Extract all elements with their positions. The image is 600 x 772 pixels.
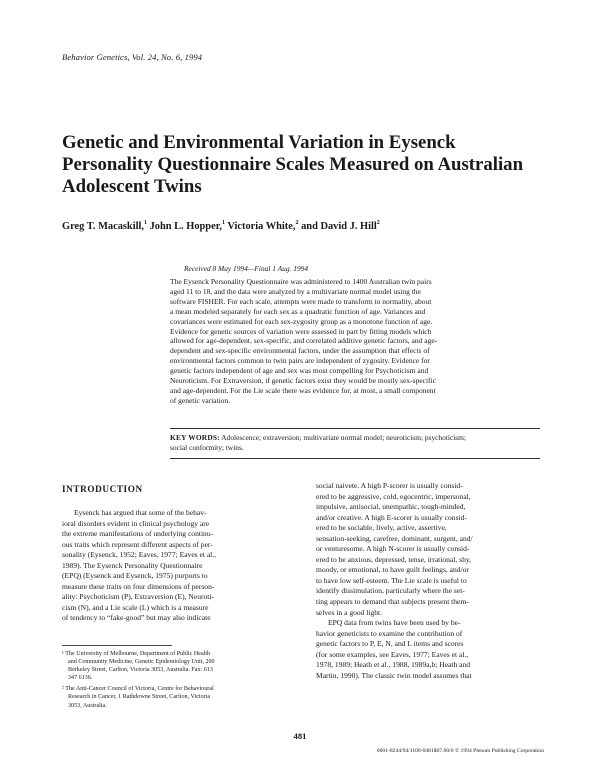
keywords-top-rule (170, 428, 540, 429)
body-line: genetic factors to P, E, N, and L items and scores (316, 639, 464, 649)
author-affiliation-mark: 2 (376, 220, 380, 226)
abstract-line: dependent and sex-specific environmental factors, under the assumption that effects of (170, 346, 430, 356)
keywords-text: Adolescence; extraversion; multivariate normal model; neuroticism; psychoticism; (221, 433, 466, 442)
author-list (62, 221, 542, 232)
author-affiliation-mark: 1 (221, 220, 225, 226)
title-line: Genetic and Environmental Variation in Eysenck (62, 132, 456, 153)
footnote-line: ¹ The University of Melbourne, Department of Public Health (62, 651, 211, 657)
body-line: impulsive, antisocial, unempathic, tough-minded, (316, 502, 466, 512)
abstract-line: Neuroticism. For Extraversion, if genetic factors exist they would be mostly sex-specific (170, 376, 436, 386)
abstract-line: genetic factors independent of age and sex was most compelling for Psychoticism and (170, 366, 429, 376)
body-line: 1978, 1989; Heath et al., 1988, 1989a,b; Heath and (316, 660, 471, 670)
abstract-line: covariances were estimated for each sex-zygosity group as a monotone function of age. (170, 316, 433, 326)
keywords-line (170, 433, 540, 443)
abstract (170, 277, 540, 406)
keywords-label: KEY WORDS: (170, 433, 220, 442)
abstract-line: environmental factors common to twin pairs are independent of zygosity. Evidence for (170, 356, 430, 366)
author-name: John L. Hopper, (149, 221, 222, 232)
abstract-line: software FISHER. For each scale, attempts were made to transform to normality, about (170, 296, 432, 306)
page-number: 481 (293, 731, 307, 741)
author-affiliation-mark: 2 (295, 220, 299, 226)
footnote-rule (62, 645, 172, 646)
article-title (62, 132, 562, 198)
body-line: social naivete. A high P-scorer is usually consid- (316, 481, 463, 490)
body-line: of tendency to “fake-good” but may also indicate (62, 613, 211, 623)
journal-citation: Behavior Genetics, Vol. 24, No. 6, 1994 (62, 52, 203, 62)
keywords-bottom-rule (170, 458, 540, 459)
body-line: EPQ data from twins have been used by be- (328, 618, 461, 628)
body-line: ality: Psychoticism (P), Extraversion (E), Neuroti- (62, 592, 214, 602)
copyright-line: 0001-8244/94/1100-0481$07.00/0 © 1994 Plenum Publishing Corporation (376, 748, 544, 754)
author-name: Victoria White, (227, 221, 296, 232)
body-line: and/or creative. A high E-scorer is usually consid- (316, 512, 467, 522)
body-line: ered to be sociable, lively, active, assertive, (316, 523, 447, 533)
body-line: moody, or emotional, to have guilt feelings, and/or (316, 565, 469, 575)
keywords-line: social conformity; twins. (170, 443, 244, 452)
title-line: Personality Questionnaire Scales Measured on Australian (62, 154, 524, 175)
abstract-line: Evidence for genetic sources of variation were assessed in part by fitting models which (170, 326, 432, 336)
body-line: sonality (Eysenck, 1952; Eaves, 1977; Eaves et al., (62, 550, 217, 560)
title-line: Adolescent Twins (62, 176, 202, 197)
author-name: and David J. Hill (301, 221, 377, 232)
abstract-line: The Eysenck Personality Questionnaire was administered to 1400 Australian twin pairs (170, 277, 432, 286)
received-dates: Received 8 May 1994—Final 1 Aug. 1994 (184, 264, 309, 273)
body-line: ered to be aggressive, cold, egocentric, impersonal, (316, 491, 471, 501)
body-line: 1989). The Eysenck Personality Questionnaire (62, 560, 203, 570)
body-line: sensation-seeking, carefree, dominant, surgent, and/ (316, 533, 473, 543)
body-line: havior geneticists to examine the contribution of (316, 628, 463, 638)
body-line: the extreme manifestations of underlying continu- (62, 529, 214, 539)
abstract-line: allowed for age-dependent, sex-specific, and correlated additive genetic factors, and age- (170, 336, 438, 346)
body-line: Eysenck has argued that some of the behav- (74, 508, 207, 517)
body-line: selves in a good light. (316, 607, 383, 617)
body-line: ous traits which represent different aspects of per- (62, 539, 213, 549)
body-line: ioral disorders evident in clinical psychology are (62, 518, 210, 528)
footnotes (62, 650, 302, 710)
body-line: ting appears to demand that subjects present them- (316, 597, 469, 607)
footnote-line: and Community Medicine, Genetic Epidemiology Unit, 200 (68, 659, 215, 666)
author-affiliation-mark: 1 (143, 220, 147, 226)
footnote-line: 347 6136. (68, 675, 93, 682)
author-name: Greg T. Macaskill, (62, 221, 144, 232)
body-line: ered to be anxious, depressed, tense, irrational, shy, (316, 554, 472, 564)
abstract-line: a mean modeled separately for each sex as a quadratic function of age. Variances and (170, 306, 426, 316)
body-line: (EPQ) (Eysenck and Eysenck, 1975) purports to (62, 571, 208, 581)
body-column-right (316, 481, 544, 681)
footnote-line: Berkeley Street, Carlton, Victoria 3053, Australia. Fax: 613 (68, 667, 213, 674)
body-line: (for some examples, see Eaves, 1977; Eaves et al., (316, 649, 469, 659)
body-line: identify dissimulation, particularly where the set- (316, 586, 465, 596)
section-heading: INTRODUCTION (62, 484, 143, 494)
body-line: Martin, 1990). The classic twin model assumes that (316, 670, 472, 680)
keywords (170, 433, 540, 453)
body-column-left (62, 508, 302, 624)
footnote-line: 3053, Australia. (68, 702, 107, 709)
footnote-line: Research in Cancer, 1 Rathdowne Street, Carlton, Victoria (68, 694, 211, 701)
abstract-line: of genetic variation. (170, 395, 231, 405)
footnote-line: ² The Anti-Cancer Council of Victoria, Centre for Behavioural (62, 686, 214, 693)
body-line: cism (N), and a Lie scale (L) which is a measure (62, 602, 209, 612)
body-line: or venturesome. A high N-scorer is usually consid- (316, 544, 470, 554)
abstract-line: and age-dependent. For the Lie scale there was evidence for, at most, a small component (170, 385, 436, 395)
body-line: to have low self-esteem. The Lie scale is useful to (316, 575, 467, 585)
body-line: measure these traits on four dimensions of person- (62, 581, 215, 591)
abstract-line: aged 11 to 18, and the data were analyzed by a multivariate normal model using the (170, 286, 421, 296)
